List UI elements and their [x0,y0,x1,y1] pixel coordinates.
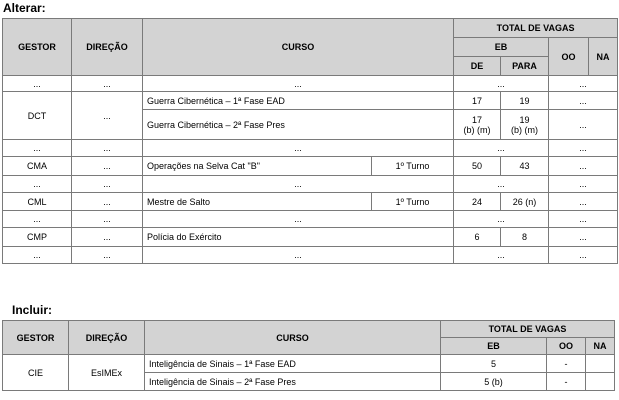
table-row [3,355,615,373]
incluir-title: Incluir: [12,303,53,317]
oo-cell: ... [549,157,618,176]
de-cell: 17 [454,92,501,110]
table-row [3,228,618,247]
eb-cell: ... [454,76,549,92]
incluir-table [2,320,615,391]
para-cell: 26 (n) [501,193,549,211]
direcao-cell: ... [72,247,143,264]
direcao-cell: ... [72,211,143,228]
eb-cell: ... [454,140,549,157]
curso-cell: Mestre de Salto [143,193,372,211]
oo-cell: ... [549,193,618,211]
direcao-cell: ... [72,76,143,92]
eb-cell: 5 (b) [441,373,547,391]
eb-cell: 5 [441,355,547,373]
table-row [3,140,618,157]
gestor-cell: CMP [3,228,72,247]
table-row [3,157,618,176]
header-total-vagas: TOTAL DE VAGAS [454,19,618,38]
direcao-cell: ... [72,92,143,140]
oo-cell: ... [549,247,618,264]
oo-cell: ... [549,110,618,140]
oo-cell: ... [549,92,618,110]
table-row [3,176,618,193]
curso-cell: ... [143,247,454,264]
curso-cell: Operações na Selva Cat "B" [143,157,372,176]
curso-cell: Guerra Cibernética – 2ª Fase Pres [143,110,454,140]
direcao-cell: ... [72,176,143,193]
header-na: NA [586,338,615,355]
oo-cell: ... [549,228,618,247]
header-oo: OO [547,338,586,355]
oo-cell: ... [549,176,618,193]
de-cell: 24 [454,193,501,211]
gestor-cell: CIE [3,355,69,391]
turno-cell: 1º Turno [372,157,454,176]
table-row [3,247,618,264]
de-cell: 17 (b) (m) [454,110,501,140]
alterar-title: Alterar: [3,1,46,15]
curso-cell: Guerra Cibernética – 1ª Fase EAD [143,92,454,110]
curso-cell: ... [143,211,454,228]
direcao-cell: ... [72,193,143,211]
para-cell: 19 [501,92,549,110]
eb-cell: ... [454,211,549,228]
gestor-cell: ... [3,76,72,92]
para-cell: 8 [501,228,549,247]
oo-cell: ... [549,140,618,157]
header-curso: CURSO [145,321,441,355]
table-row [3,211,618,228]
direcao-cell: ... [72,228,143,247]
gestor-cell: ... [3,247,72,264]
header-curso: CURSO [143,19,454,76]
para-cell: 19 (b) (m) [501,110,549,140]
curso-cell: ... [143,176,454,193]
gestor-cell: CML [3,193,72,211]
para-cell: 43 [501,157,549,176]
de-cell: 6 [454,228,501,247]
header-oo: OO [549,38,589,76]
oo-cell: ... [549,211,618,228]
header-direcao: DIREÇÃO [72,19,143,76]
curso-cell: Inteligência de Sinais – 2ª Fase Pres [145,373,441,391]
eb-cell: ... [454,247,549,264]
gestor-cell: ... [3,211,72,228]
header-gestor: GESTOR [3,19,72,76]
header-de: DE [454,57,501,76]
eb-cell: ... [454,176,549,193]
na-cell [586,355,615,373]
oo-cell: ... [549,76,618,92]
header-total-vagas: TOTAL DE VAGAS [441,321,615,338]
direcao-cell: EsIMEx [69,355,145,391]
direcao-cell: ... [72,157,143,176]
curso-cell: Inteligência de Sinais – 1ª Fase EAD [145,355,441,373]
header-para: PARA [501,57,549,76]
gestor-cell: ... [3,176,72,193]
gestor-cell: CMA [3,157,72,176]
header-eb: EB [441,338,547,355]
curso-cell: ... [143,76,454,92]
curso-cell: Polícia do Exército [143,228,454,247]
table-row [3,76,618,92]
header-eb: EB [454,38,549,57]
table-row [3,193,618,211]
oo-cell: - [547,355,586,373]
header-na: NA [589,38,618,76]
header-direcao: DIREÇÃO [69,321,145,355]
alterar-table [2,18,618,264]
direcao-cell: ... [72,140,143,157]
na-cell [586,373,615,391]
table-row [3,92,618,110]
de-cell: 50 [454,157,501,176]
gestor-cell: DCT [3,92,72,140]
curso-cell: ... [143,140,454,157]
turno-cell: 1º Turno [372,193,454,211]
gestor-cell: ... [3,140,72,157]
header-gestor: GESTOR [3,321,69,355]
oo-cell: - [547,373,586,391]
